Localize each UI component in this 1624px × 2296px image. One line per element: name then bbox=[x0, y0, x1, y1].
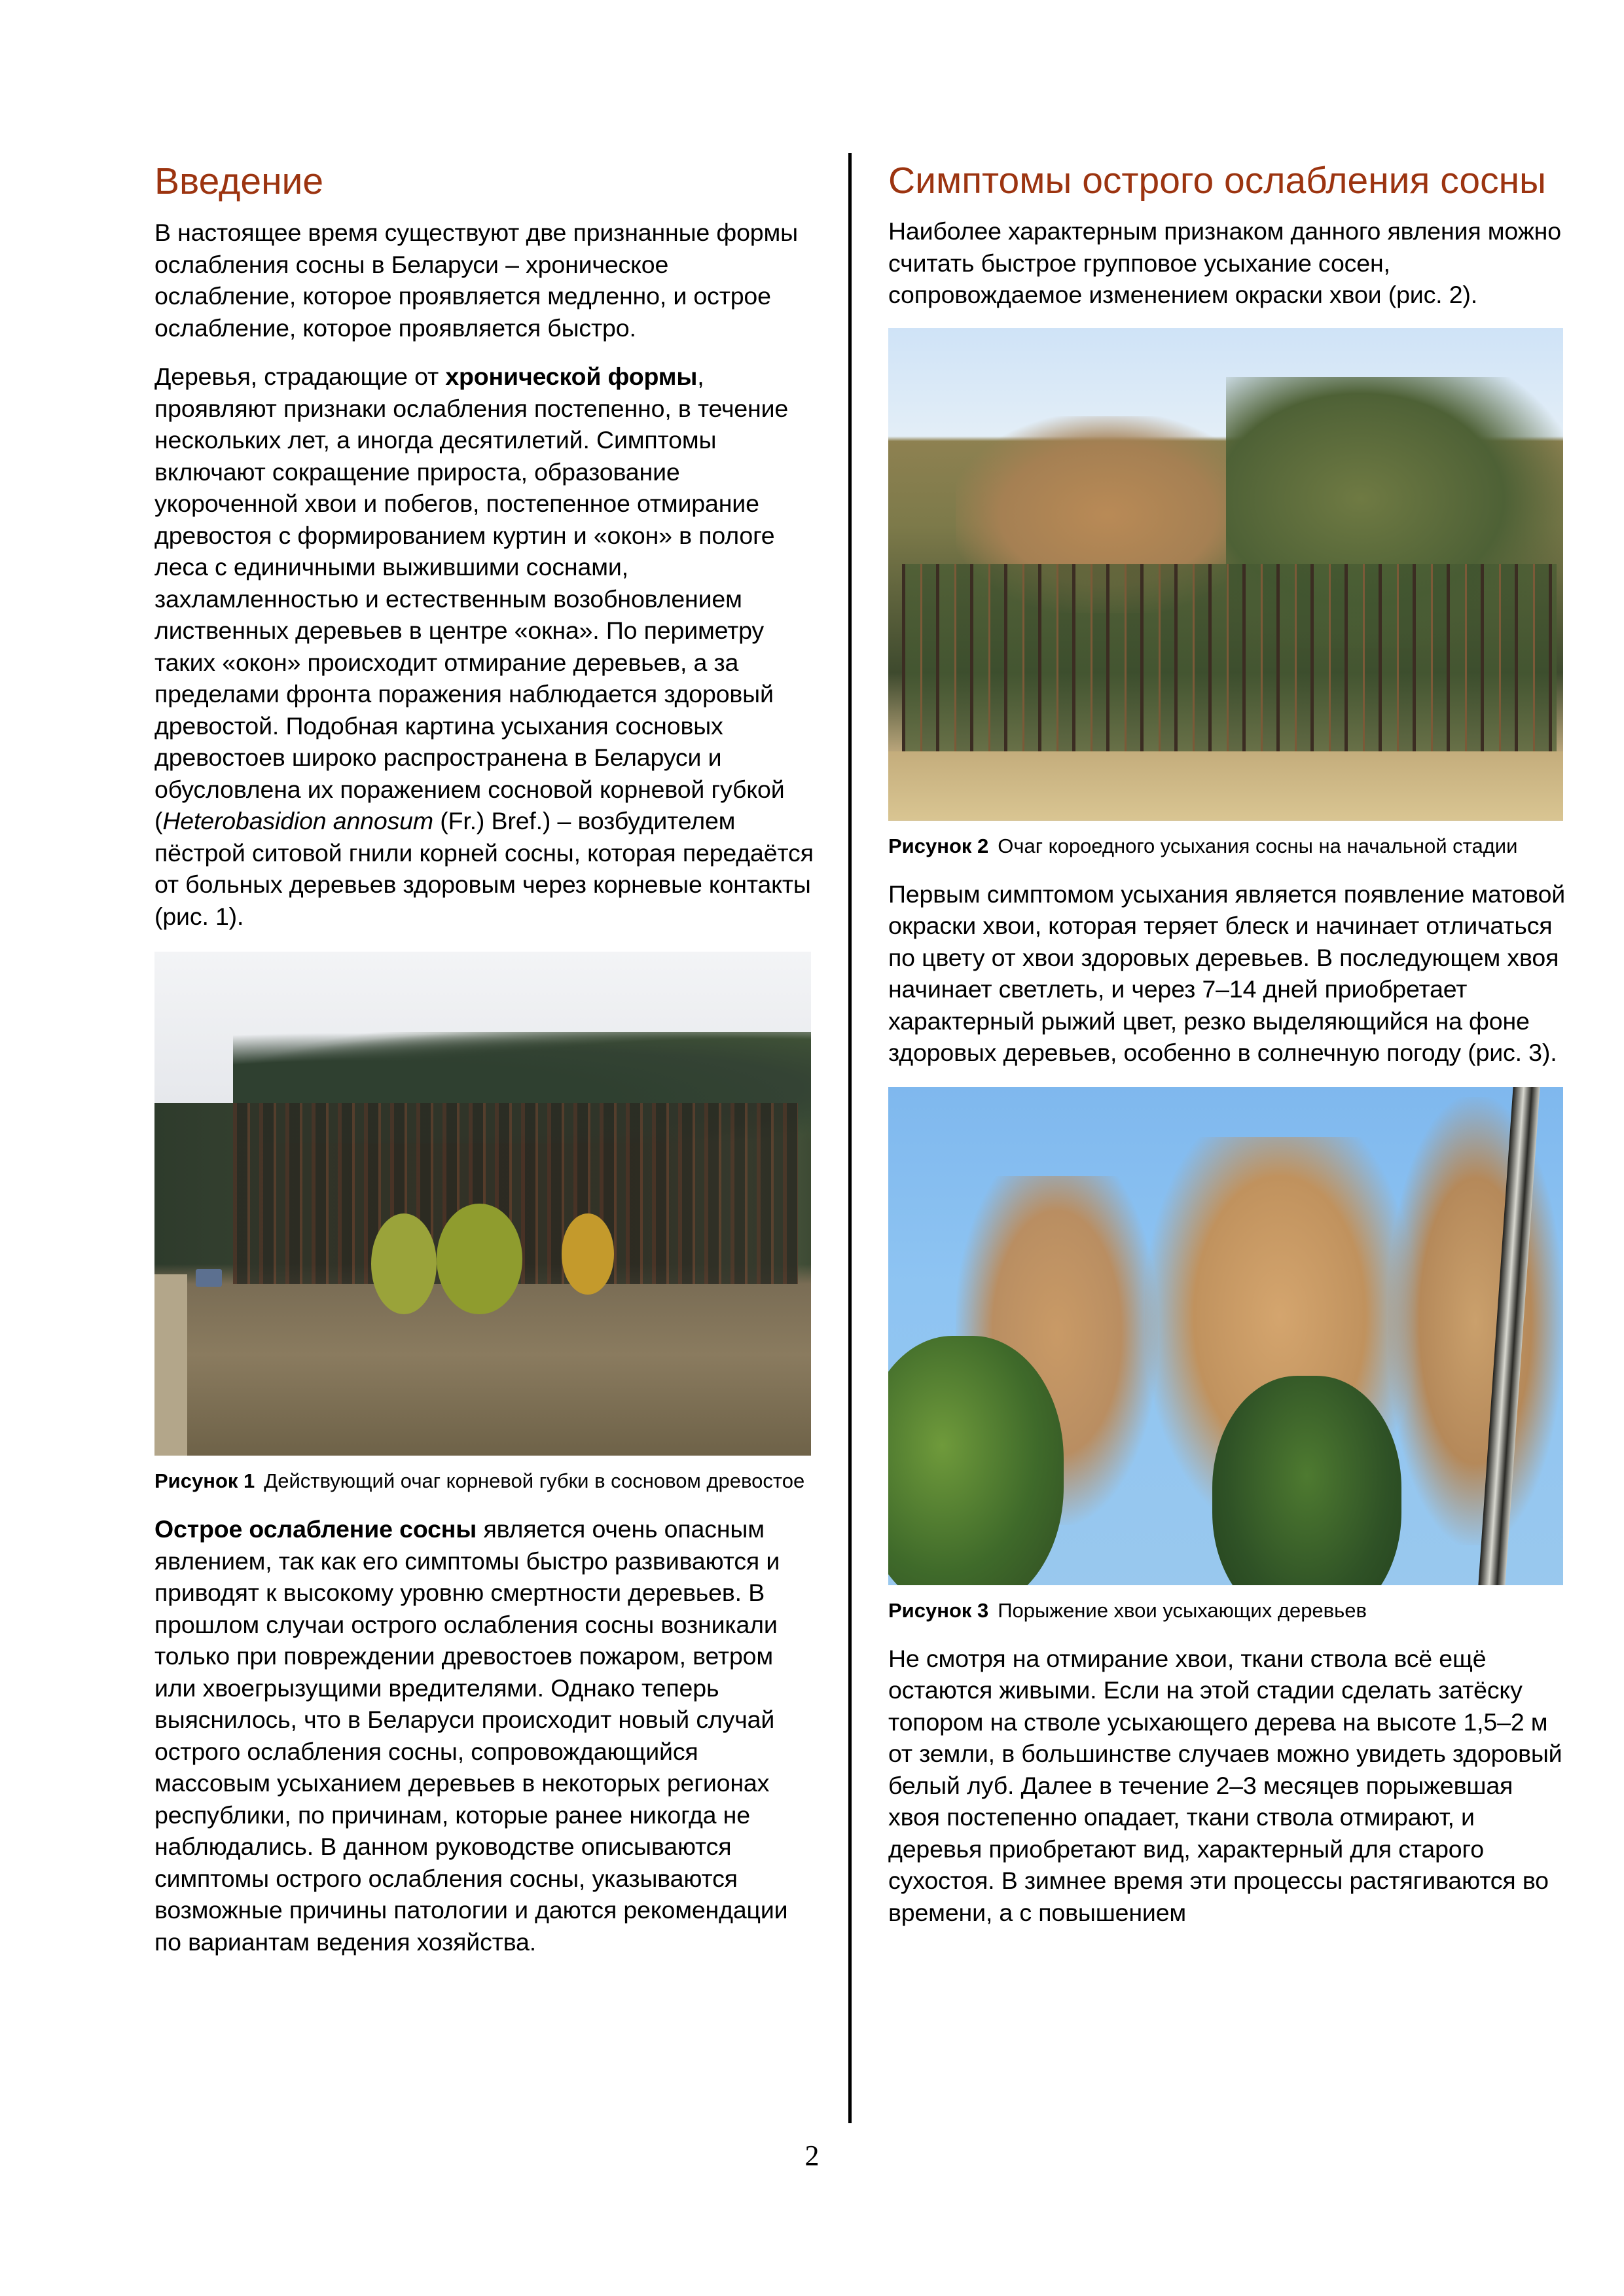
species-name: Heterobasidion annosum bbox=[162, 807, 433, 834]
photo-oak-foliage bbox=[1212, 1376, 1401, 1585]
chronic-suffix: (Fr.) Bref.) – возбудителем пёстрой ситовой гнили корней сосны, которая передаётся от больных деревьев здоровым через корневые контакты (рис. 1). bbox=[154, 807, 814, 930]
acute-form-term: Острое ослабление сосны bbox=[154, 1515, 477, 1543]
figure-1-caption-text: Действующий очаг корневой губки в сосновом древостое bbox=[264, 1469, 805, 1492]
photo-dry-grass bbox=[888, 751, 1563, 820]
figure-2-caption-text: Очаг короедного усыхания сосны на начальной стадии bbox=[998, 834, 1518, 857]
chronic-form-paragraph bbox=[154, 361, 816, 932]
photo-young-tree bbox=[371, 1213, 437, 1314]
symptoms-paragraph-2: Первым симптомом усыхания является появление матовой окраски хвои, которая теряет блеск и начинает отличаться по цвету от хвои здоровых деревьев. В последующем хвоя начинает светлеть, и через 7–14 дней приобретает характерный рыжий цвет, резко выделяющийся на фоне здоровых деревьев, особенно в солнечную погоду (рис. 3). bbox=[888, 880, 1566, 1066]
intro-paragraph: В настоящее время существуют две признанные формы ослабления сосны в Беларуси – хроническое ослабление, которое проявляется медленно, и острое ослабление, которое проявляется быстро. bbox=[154, 219, 798, 342]
figure-3-caption-text: Порыжение хвои усыхающих деревьев bbox=[998, 1598, 1367, 1622]
figure-1-photo bbox=[154, 952, 811, 1456]
figure-1-label: Рисунок 1 bbox=[154, 1469, 255, 1492]
symptoms-paragraph-3: Не смотря на отмирание хвои, ткани ствола всё ещё остаются живыми. Если на этой стадии сделать затёску топором на стволе усыхающего дерева на высоте 1,5–2 м от земли, в большинстве случаев можно увидеть здоровый белый луб. Далее в течение 2–3 месяцев порыжевшая хвоя постепенно опадает, ткани ствола отмирают, и деревья приобретают вид, характерный для старого сухостоя. В зимнее время эти процессы растягиваются во времени, а с повышением bbox=[888, 1644, 1562, 1926]
photo-red-pine-crown bbox=[1388, 1097, 1563, 1545]
left-column bbox=[154, 147, 816, 1975]
figure-2-label: Рисунок 2 bbox=[888, 834, 989, 857]
chronic-middle: , проявляют признаки ослабления постепенно, в течение нескольких лет, а иногда десятилетий. Симптомы включают сокращение прироста, образование укороченной хвои и побегов, постепенное отмирание древостоя с формированием куртин и «окон» в пологе леса с единичными выжившими соснами, захламленностью и естественным возобновлением лиственных деревьев в центре «окна». По периметру таких «окон» происходит отмирание деревьев, а за пределами фронта поражения наблюдается здоровый древостой. Подобная картина усыхания сосновых древостоев широко распространена в Беларуси и обусловлена их поражением сосновой корневой губкой ( bbox=[154, 363, 789, 834]
section-heading-introduction: Введение bbox=[154, 160, 324, 202]
photo-car bbox=[196, 1269, 222, 1287]
photo-forest-road bbox=[154, 1274, 187, 1456]
photo-pine-trunks bbox=[902, 564, 1557, 761]
photo-oak-foliage bbox=[888, 1336, 1064, 1585]
right-column bbox=[888, 147, 1569, 1945]
figure-3-photo bbox=[888, 1087, 1563, 1585]
figure-2-photo bbox=[888, 328, 1563, 821]
photo-young-oak bbox=[562, 1213, 614, 1294]
page-number: 2 bbox=[804, 2140, 820, 2172]
figure-2-caption bbox=[888, 833, 1569, 860]
acute-form-text: является очень опасным явлением, так как его симптомы быстро развиваются и приводят к высокому уровню смертности деревьев. В прошлом случаи острого ослабления сосны возникали только при повреждении древостоев пожаром, ветром или хвоегрызущими вредителями. Однако теперь выяснилось, что в Беларуси происходит новый случай острого ослабления сосны, сопровождающийся массовым усыханием деревьев в некоторых регионах республики, по причинам, которые ранее никогда не наблюдались. В данном руководстве описываются симптомы острого ослабления сосны, указываются возможные причины патологии и даются рекомендации по вариантам ведения хозяйства. bbox=[154, 1515, 788, 1956]
figure-1-caption bbox=[154, 1467, 816, 1495]
chronic-form-term: хронической формы bbox=[445, 363, 698, 390]
photo-young-tree bbox=[437, 1204, 522, 1314]
figure-3-label: Рисунок 3 bbox=[888, 1598, 989, 1622]
chronic-prefix: Деревья, страдающие от bbox=[154, 363, 446, 390]
symptoms-paragraph-1: Наиболее характерным признаком данного явления можно считать быстрое групповое усыхание сосен, сопровождаемое изменением окраски хвои (рис. 2). bbox=[888, 217, 1561, 308]
acute-form-paragraph bbox=[154, 1513, 816, 1958]
section-heading-acute-symptoms: Симптомы острого ослабления сосны bbox=[888, 160, 1547, 202]
figure-3-caption bbox=[888, 1597, 1569, 1624]
column-divider bbox=[848, 153, 852, 2123]
